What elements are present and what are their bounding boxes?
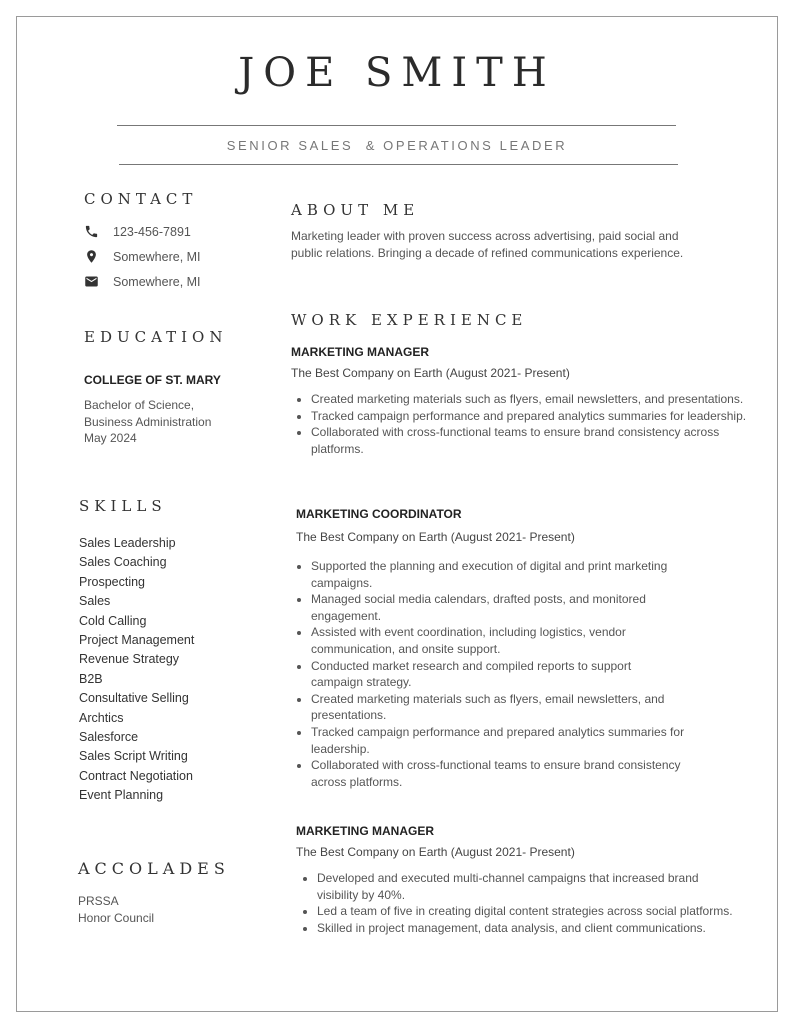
- contact-phone: [84, 224, 191, 239]
- skill-item: Revenue Strategy: [79, 652, 180, 667]
- skill-item: Prospecting: [79, 574, 146, 589]
- job-title: MARKETING MANAGER: [296, 824, 434, 838]
- about-heading: ABOUT ME: [291, 201, 420, 219]
- job-bullet: • Managed social media calendars, drafted posts, and monitored engagement.: [311, 591, 686, 624]
- education-degree: Bachelor of Science,: [84, 398, 195, 412]
- envelope-icon: [84, 274, 99, 289]
- skill-item: Sales Coaching: [79, 555, 167, 570]
- education-school: COLLEGE OF ST. MARY: [84, 373, 221, 387]
- location-pin-icon: [84, 249, 99, 264]
- job-title: MARKETING MANAGER: [291, 345, 429, 359]
- resume-subtitle: SENIOR SALES & OPERATIONS LEADER: [226, 138, 568, 153]
- resume-name: JOE SMITH: [238, 50, 556, 96]
- skills-heading: SKILLS: [79, 497, 167, 515]
- contact-heading: CONTACT: [84, 190, 198, 208]
- contact-location: [84, 249, 201, 264]
- skill-item: Sales: [79, 594, 111, 609]
- job-company: The Best Company on Earth (August 2021- Present): [296, 530, 575, 544]
- header-bottom-rule: [119, 164, 678, 165]
- job-bullet: • Collaborated with cross-functional teams to ensure brand consistency across platforms.: [311, 424, 751, 457]
- job-company: The Best Company on Earth (August 2021- Present): [296, 845, 575, 859]
- accolades-list: [78, 893, 154, 926]
- job-bullets: [291, 558, 686, 790]
- skill-item: Consultative Selling: [79, 691, 189, 706]
- contact-phone-text: 123-456-7891: [113, 224, 191, 239]
- job-company: The Best Company on Earth (August 2021- Present): [291, 366, 570, 380]
- job-bullet: • Created marketing materials such as flyers, email newsletters, and presentations.: [311, 391, 751, 408]
- skill-item: Event Planning: [79, 788, 164, 803]
- job-bullet: • Skilled in project management, data analysis, and client communications.: [317, 920, 737, 937]
- job-bullet: • Collaborated with cross-functional teams to ensure brand consistency across platforms.: [311, 757, 686, 790]
- skill-item: Cold Calling: [79, 613, 147, 628]
- education-details: [84, 397, 211, 447]
- job-bullet: • Assisted with event coordination, including logistics, vendor communication, and onsite support.: [311, 624, 686, 657]
- skill-item: Sales Leadership: [79, 536, 176, 550]
- skill-item: Contract Negotiation: [79, 768, 193, 783]
- skills-list: [79, 534, 194, 805]
- accolade-item: PRSSA: [78, 894, 119, 908]
- skill-item: Sales Script Writing: [79, 749, 188, 764]
- job-bullet: • Developed and executed multi-channel campaigns that increased brand visibility by 40%.: [317, 870, 737, 903]
- job-bullet: • Conducted market research and compiled reports to support campaign strategy.: [311, 658, 686, 691]
- job-bullet: • Led a team of five in creating digital content strategies across social platforms.: [317, 903, 737, 920]
- education-major: Business Administration: [84, 414, 212, 429]
- education-heading: EDUCATION: [84, 328, 228, 346]
- contact-email-text: Somewhere, MI: [113, 274, 201, 289]
- header-top-rule: [117, 125, 676, 126]
- job-bullet: • Created marketing materials such as flyers, email newsletters, and presentations.: [311, 691, 686, 724]
- job-bullets: [291, 391, 751, 457]
- phone-icon: [84, 224, 99, 239]
- job-bullets: [297, 870, 737, 936]
- accolades-heading: ACCOLADES: [78, 859, 230, 878]
- job-bullet: • Tracked campaign performance and prepared analytics summaries for leadership.: [311, 408, 751, 425]
- job-title: MARKETING COORDINATOR: [296, 507, 462, 521]
- skill-item: Archtics: [79, 710, 124, 725]
- contact-email: [84, 274, 201, 289]
- contact-location-text: Somewhere, MI: [113, 249, 201, 264]
- skill-item: B2B: [79, 671, 103, 686]
- skill-item: Project Management: [79, 632, 195, 647]
- skill-item: Salesforce: [79, 729, 139, 744]
- job-bullet: • Tracked campaign performance and prepared analytics summaries for leadership.: [311, 724, 686, 757]
- about-text: Marketing leader with proven success across advertising, paid social and public relations. Bringing a decade of refined communications experience.: [291, 229, 684, 260]
- accolade-item: Honor Council: [78, 910, 155, 925]
- experience-heading: WORK EXPERIENCE: [291, 311, 528, 329]
- job-bullet: • Supported the planning and execution of digital and print marketing campaigns.: [311, 558, 686, 591]
- education-date: May 2024: [84, 431, 137, 445]
